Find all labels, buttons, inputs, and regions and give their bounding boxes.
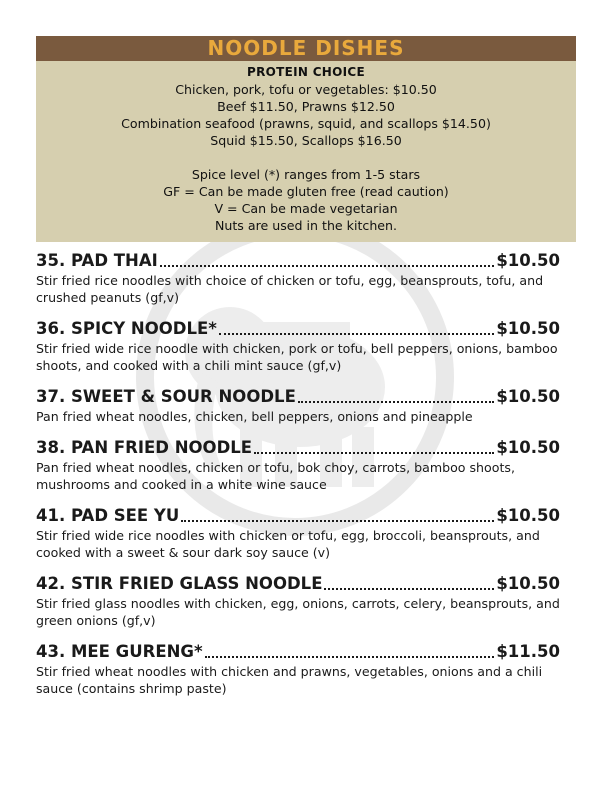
item-name: 36. SPICY NOODLE* (36, 319, 217, 338)
dot-leader (181, 520, 494, 522)
item-description: Stir fried wide rice noodle with chicken, pork or tofu, bell peppers, onions, bamboo shoots, and cooked with a chili mint sauce (gf,v) (36, 341, 558, 373)
item-description: Stir fried glass noodles with chicken, egg, onions, carrots, celery, beansprouts, and green onions (gf,v) (36, 596, 560, 628)
dot-leader (205, 656, 495, 658)
menu-item (36, 505, 560, 561)
note-line: Spice level (*) ranges from 1-5 stars (191, 167, 421, 182)
item-description: Pan fried wheat noodles, chicken, bell peppers, onions and pineapple (36, 409, 473, 424)
item-price: $10.50 (496, 319, 560, 338)
protein-heading: PROTEIN CHOICE (246, 65, 366, 79)
protein-line: Beef $11.50, Prawns $12.50 (217, 99, 395, 114)
item-description: Stir fried wheat noodles with chicken and prawns, vegetables, onions and a chili sauce (contains shrimp paste) (36, 664, 543, 696)
dot-leader (219, 333, 494, 335)
dot-leader (160, 265, 495, 267)
item-name: 35. PAD THAI (36, 251, 158, 270)
dot-leader (324, 588, 494, 590)
item-price: $10.50 (496, 574, 560, 593)
protein-line: Combination seafood (prawns, squid, and scallops $14.50) (121, 116, 491, 131)
info-panel (36, 36, 576, 242)
menu-list (36, 250, 560, 709)
menu-item (36, 386, 560, 425)
item-price: $11.50 (496, 642, 560, 661)
item-name: 38. PAN FRIED NOODLE (36, 438, 253, 457)
item-name: 42. STIR FRIED GLASS NOODLE (36, 574, 323, 593)
item-description: Stir fried rice noodles with choice of chicken or tofu, egg, beansprouts, tofu, and crushed peanuts (gf,v) (36, 273, 544, 305)
note-line: Nuts are used in the kitchen. (214, 218, 398, 233)
menu-item (36, 250, 560, 306)
note-line: V = Can be made vegetarian (214, 201, 398, 216)
item-price: $10.50 (496, 251, 560, 270)
item-description: Stir fried wide rice noodles with chicken or tofu, egg, broccoli, beansprouts, and cooked with a sweet & sour dark soy sauce (v) (36, 528, 540, 560)
menu-item (36, 437, 560, 493)
protein-line: Squid $15.50, Scallops $16.50 (210, 133, 402, 148)
protein-info (36, 61, 576, 234)
item-name: 37. SWEET & SOUR NOODLE (36, 387, 296, 406)
item-name: 43. MEE GURENG* (36, 642, 203, 661)
item-price: $10.50 (496, 438, 560, 457)
section-title: NOODLE DISHES (207, 36, 405, 60)
section-title-bar (36, 36, 576, 61)
menu-item (36, 641, 560, 697)
protein-line: Chicken, pork, tofu or vegetables: $10.50 (175, 82, 437, 97)
item-price: $10.50 (496, 506, 560, 525)
note-line: GF = Can be made gluten free (read caution) (163, 184, 449, 199)
dot-leader (298, 401, 494, 403)
item-price: $10.50 (496, 387, 560, 406)
dot-leader (254, 452, 494, 454)
menu-item (36, 573, 560, 629)
item-name: 41. PAD SEE YU (36, 506, 180, 525)
menu-item (36, 318, 560, 374)
item-description: Pan fried wheat noodles, chicken or tofu, bok choy, carrots, bamboo shoots, mushrooms and cooked in a white wine sauce (36, 460, 515, 492)
